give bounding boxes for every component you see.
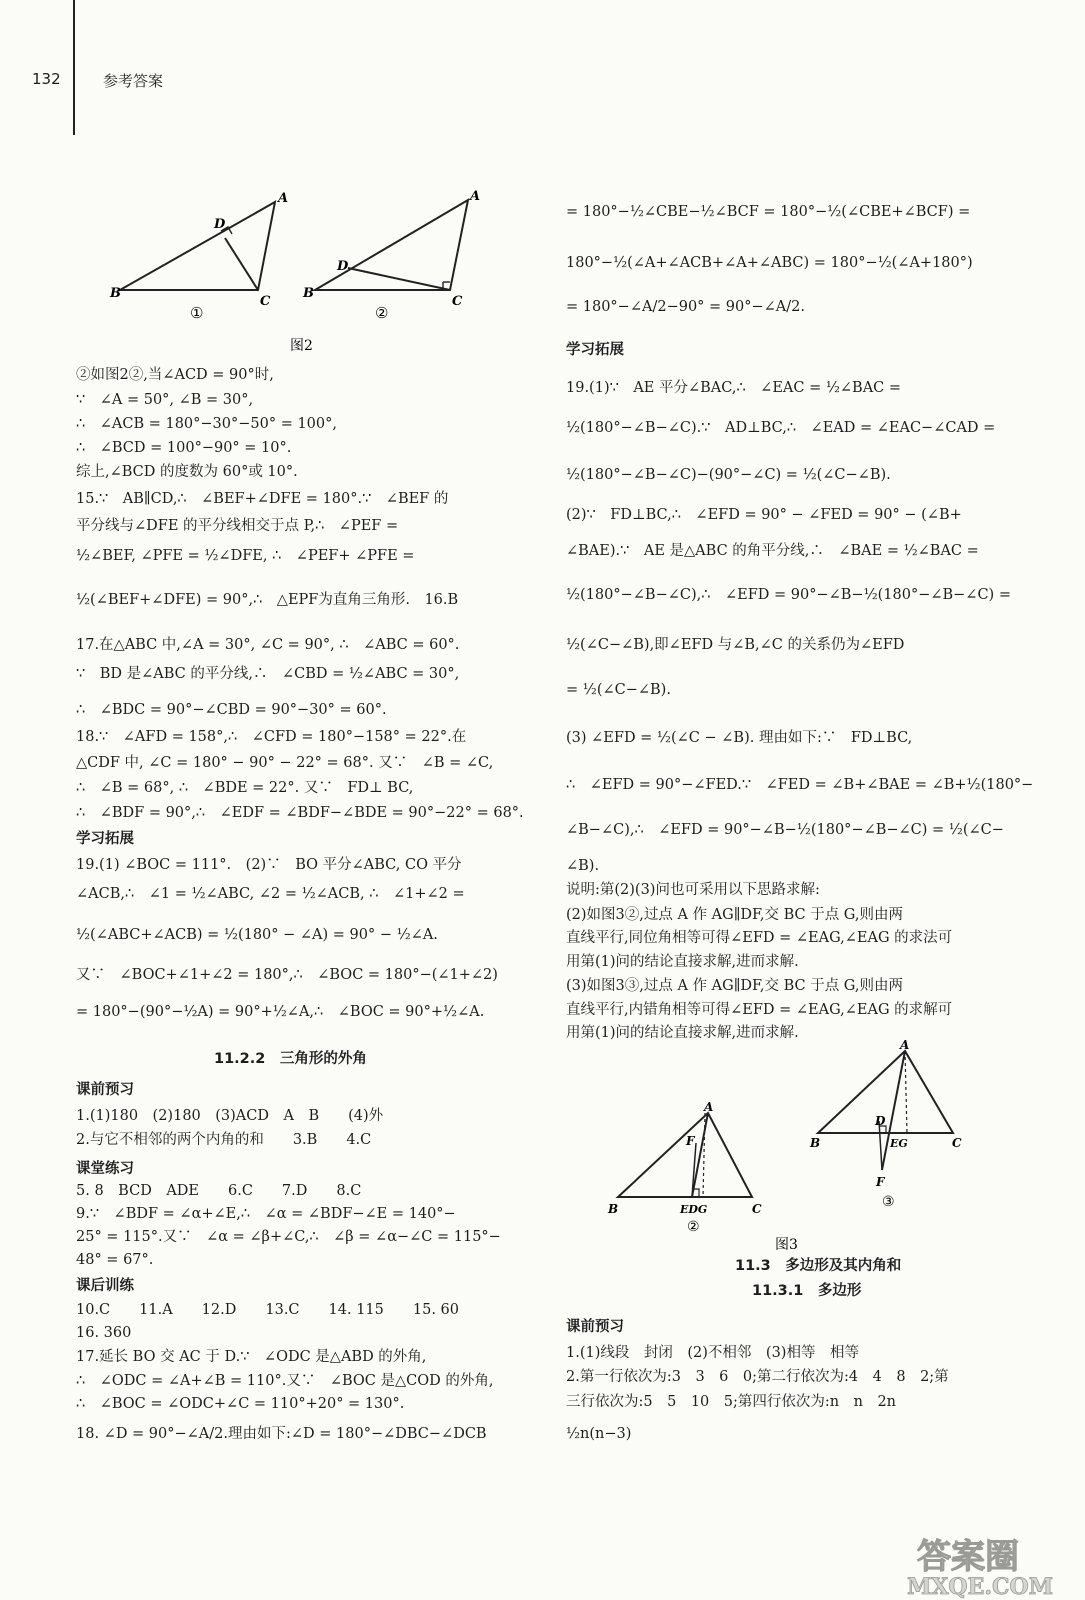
right-line: ½(180°−∠B−∠C).∵ AD⊥BC,∴ ∠EAD = ∠EAC−∠CAD = [566, 420, 996, 436]
left-line: 课堂练习 [76, 1161, 134, 1177]
fig3-2-label-c: C [752, 1202, 762, 1216]
left-line: 课前预习 [76, 1082, 134, 1098]
right-line: 用第(1)问的结论直接求解,进而求解. [566, 1025, 799, 1041]
right-line: ½(180°−∠B−∠C)−(90°−∠C) = ½(∠C−∠B). [566, 467, 891, 483]
fig3-2-label-f: F [686, 1134, 695, 1148]
right-line: ½(∠C−∠B),即∠EFD 与∠B,∠C 的关系仍为∠EFD [566, 637, 905, 653]
fig3-3-label-eg: EG [890, 1137, 908, 1150]
left-line: ∴ ∠BDF = 90°,∴ ∠EDF = ∠BDF−∠BDE = 90°−22° = 68°. [76, 805, 524, 821]
right-line: 三行依次为:5 5 10 5;第四行依次为:n n 2n [566, 1394, 897, 1410]
watermark-logo [905, 1530, 1075, 1600]
figure-2 [100, 180, 500, 355]
left-line: 学习拓展 [76, 831, 134, 847]
right-line: 180°−½(∠A+∠ACB+∠A+∠ABC) = 180°−½(∠A+180°) [566, 255, 973, 271]
fig3-3-label-b: B [810, 1136, 821, 1150]
left-line: 16. 360 [76, 1325, 132, 1341]
fig2-caption: 图2 [290, 338, 313, 354]
right-line: ∠B−∠C),∴ ∠EFD = 90°−∠B−½(180°−∠B−∠C) = ½(∠C− [566, 822, 1004, 838]
figure-2-triangle-1 [120, 202, 275, 290]
left-line: ½∠BEF, ∠PFE = ½∠DFE, ∴ ∠PEF+ ∠PFE = [76, 548, 415, 564]
fig2-1-label-a: A [278, 191, 289, 206]
left-line: 课后训练 [76, 1278, 134, 1294]
left-line: ∴ ∠ODC = ∠A+∠B = 110°.又∵ ∠BOC 是△COD 的外角, [76, 1373, 494, 1389]
fig3-3-label-c: C [952, 1136, 962, 1150]
right-line: (2)如图3②,过点 A 作 AG∥DF,交 BC 于点 G,则由两 [566, 907, 903, 923]
fig2-2-label-b: B [303, 286, 314, 301]
fig3-sub-2: ② [687, 1219, 700, 1235]
right-line: (2)∵ FD⊥BC,∴ ∠EFD = 90° − ∠FED = 90° − (∠B+ [566, 507, 962, 523]
left-line: 19.(1) ∠BOC = 111°. (2)∵ BO 平分∠ABC, CO 平分 [76, 857, 462, 873]
right-line: 1.(1)线段 封闭 (2)不相邻 (3)相等 相等 [566, 1345, 859, 1361]
figure-3-triangle-2 [618, 1113, 752, 1197]
fig2-2-label-a: A [470, 189, 481, 204]
figure-2-triangle-2 [315, 200, 468, 290]
figure-3-triangle-3 [818, 1051, 953, 1170]
page-number: 132 [32, 70, 61, 88]
right-line: (3) ∠EFD = ½(∠C − ∠B). 理由如下:∵ FD⊥BC, [566, 730, 913, 746]
fig3-3-label-f: F [876, 1175, 885, 1189]
left-line: 48° = 67°. [76, 1252, 154, 1268]
left-line: 5. 8 BCD ADE 6.C 7.D 8.C [76, 1183, 362, 1199]
fig2-sub-2: ② [375, 304, 389, 322]
left-line: ½(∠ABC+∠ACB) = ½(180° − ∠A) = 90° − ½∠A. [76, 927, 438, 943]
left-line: △CDF 中, ∠C = 180° − 90° − 22° = 68°. 又∵ ∠B = ∠C, [76, 755, 494, 771]
right-line: = 180°−½∠CBE−½∠BCF = 180°−½(∠CBE+∠BCF) = [566, 204, 971, 220]
right-line: 直线平行,内错角相等可得∠EFD = ∠EAG,∠EAG 的求解可 [566, 1002, 953, 1018]
left-line: 又∵ ∠BOC+∠1+∠2 = 180°,∴ ∠BOC = 180°−(∠1+∠2) [76, 967, 498, 983]
left-line: 17.延长 BO 交 AC 于 D.∵ ∠ODC 是△ABD 的外角, [76, 1349, 427, 1365]
left-line: ∴ ∠BDC = 90°−∠CBD = 90°−30° = 60°. [76, 702, 387, 718]
left-line: 25° = 115°.又∵ ∠α = ∠β+∠C,∴ ∠β = ∠α−∠C = 115°− [76, 1229, 501, 1245]
left-line: 平分线与∠DFE 的平分线相交于点 P,∴ ∠PEF = [76, 518, 399, 534]
right-line: 课前预习 [566, 1319, 624, 1335]
right-line: ∠BAE).∵ AE 是△ABC 的角平分线,∴ ∠BAE = ½∠BAC = [566, 543, 979, 559]
right-line: ½(180°−∠B−∠C),∴ ∠EFD = 90°−∠B−½(180°−∠B−∠C) = [566, 587, 1011, 603]
left-line: ∴ ∠B = 68°, ∴ ∠BDE = 22°. 又∵ FD⊥ BC, [76, 780, 414, 796]
fig3-2-label-a: A [704, 1100, 714, 1114]
fig2-1-label-c: C [260, 294, 271, 309]
fig2-1-label-d: D [214, 217, 226, 232]
fig3-caption: 图3 [775, 1237, 798, 1253]
right-line: 19.(1)∵ AE 平分∠BAC,∴ ∠EAC = ½∠BAC = [566, 380, 902, 396]
fig3-2-label-edg: EDG [680, 1203, 708, 1216]
fig2-sub-1: ① [190, 304, 204, 322]
right-line: 用第(1)问的结论直接求解,进而求解. [566, 954, 799, 970]
right-line: = ½(∠C−∠B). [566, 682, 671, 698]
right-line: ½n(n−3) [566, 1426, 632, 1442]
left-line: = 180°−(90°−½A) = 90°+½∠A,∴ ∠BOC = 90°+½∠A. [76, 1004, 485, 1020]
left-line: ∵ BD 是∠ABC 的平分线,∴ ∠CBD = ½∠ABC = 30°, [76, 666, 460, 682]
right-line: 11.3 多边形及其内角和 [735, 1258, 902, 1274]
left-line: 2.与它不相邻的两个内角的和 3.B 4.C [76, 1132, 372, 1148]
watermark-top: 答案圈 [917, 1537, 1019, 1577]
left-line: ∴ ∠BOC = ∠ODC+∠C = 110°+20° = 130°. [76, 1396, 405, 1412]
right-line: 直线平行,同位角相等可得∠EFD = ∠EAG,∠EAG 的求法可 [566, 930, 953, 946]
left-line: 综上,∠BCD 的度数为 60°或 10°. [76, 464, 298, 480]
right-line: (3)如图3③,过点 A 作 AG∥DF,交 BC 于点 G,则由两 [566, 978, 903, 994]
right-line: 11.3.1 多边形 [752, 1283, 862, 1299]
left-line: 17.在△ABC 中,∠A = 30°, ∠C = 90°, ∴ ∠ABC = 60°. [76, 637, 460, 653]
fig2-2-label-d: D [337, 259, 349, 274]
right-line: 说明:第(2)(3)问也可采用以下思路求解: [566, 882, 820, 898]
right-line: = 180°−∠A/2−90° = 90°−∠A/2. [566, 299, 805, 315]
fig3-sub-3: ③ [882, 1194, 895, 1210]
left-line: 10.C 11.A 12.D 13.C 14. 115 15. 60 [76, 1302, 459, 1318]
left-line: ∴ ∠ACB = 180°−30°−50° = 100°, [76, 416, 337, 432]
fig2-1-label-b: B [110, 286, 121, 301]
left-line: 15.∵ AB∥CD,∴ ∠BEF+∠DFE = 180°.∵ ∠BEF 的 [76, 491, 449, 507]
left-line: ∴ ∠BCD = 100°−90° = 10°. [76, 440, 292, 456]
fig3-3-label-a: A [900, 1038, 910, 1052]
fig2-2-label-c: C [452, 294, 463, 309]
left-line: 18.∵ ∠AFD = 158°,∴ ∠CFD = 180°−158° = 22°.在 [76, 729, 467, 745]
right-line: ∠B). [566, 858, 600, 874]
left-line: 18. ∠D = 90°−∠A/2.理由如下:∠D = 180°−∠DBC−∠DCB [76, 1426, 487, 1442]
fig3-3-label-d: D [875, 1114, 886, 1128]
left-line: ½(∠BEF+∠DFE) = 90°,∴ △EPF为直角三角形. 16.B [76, 592, 459, 608]
header-divider [73, 0, 75, 135]
left-line: ②如图2②,当∠ACD = 90°时, [76, 367, 274, 383]
left-line: 1.(1)180 (2)180 (3)ACD A B (4)外 [76, 1108, 384, 1124]
left-line: ∵ ∠A = 50°, ∠B = 30°, [76, 392, 254, 408]
right-line: ∴ ∠EFD = 90°−∠FED.∵ ∠FED = ∠B+∠BAE = ∠B+½(180°− [566, 777, 1034, 793]
right-line: 学习拓展 [566, 342, 624, 358]
left-line: 11.2.2 三角形的外角 [214, 1051, 367, 1067]
right-line: 2.第一行依次为:3 3 6 0;第二行依次为:4 4 8 2;第 [566, 1369, 949, 1385]
left-line: ∠ACB,∴ ∠1 = ½∠ABC, ∠2 = ½∠ACB, ∴ ∠1+∠2 = [76, 886, 465, 902]
figure-3 [600, 1035, 1000, 1260]
fig3-2-label-b: B [608, 1202, 619, 1216]
page-header-label: 参考答案 [103, 72, 164, 90]
watermark-bottom: MXQE.COM [907, 1574, 1054, 1600]
left-line: 9.∵ ∠BDF = ∠α+∠E,∴ ∠α = ∠BDF−∠E = 140°− [76, 1206, 456, 1222]
